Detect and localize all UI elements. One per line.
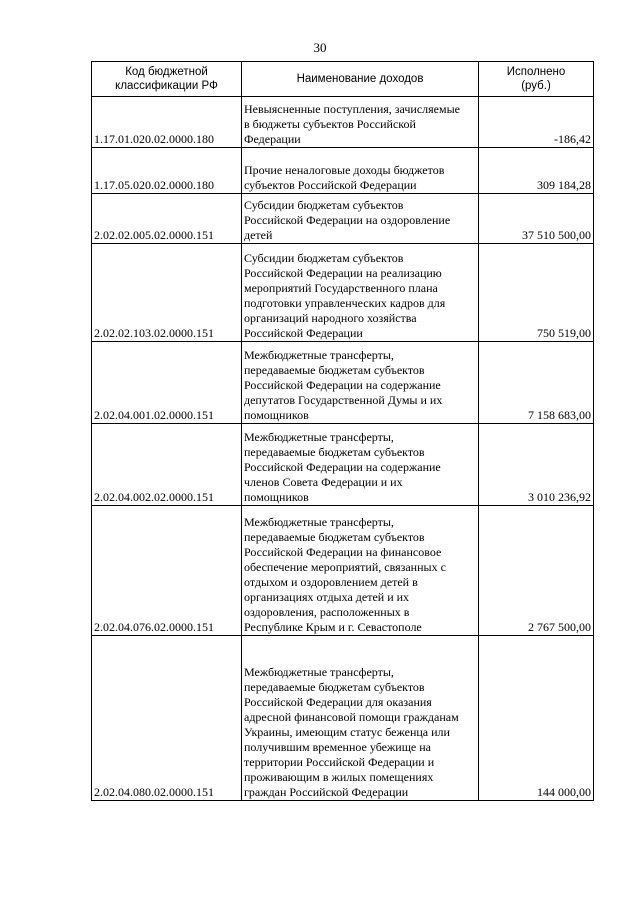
header-amount: Исполнено (руб.) — [479, 62, 594, 97]
row-amount: 3 010 236,92 — [479, 424, 594, 506]
row-code: 2.02.04.076.02.0000.151 — [92, 506, 242, 636]
row-code: 1.17.01.020.02.0000.180 — [92, 97, 242, 148]
row-name: Невыясненные поступления, зачисляемые в бюджеты субъектов Российской Федерации — [242, 97, 479, 148]
table-row — [92, 244, 594, 342]
row-code: 2.02.04.001.02.0000.151 — [92, 342, 242, 424]
table-row — [92, 636, 594, 801]
row-code: 2.02.02.005.02.0000.151 — [92, 194, 242, 244]
row-amount: 37 510 500,00 — [479, 194, 594, 244]
row-name: Субсидии бюджетам субъектов Российской Федерации на реализацию мероприятий Государственного плана подготовки управленческих кадров для организаций народного хозяйства Российской Федерации — [242, 244, 479, 342]
row-name: Межбюджетные трансферты, передаваемые бюджетам субъектов Российской Федерации на содержание депутатов Государственной Думы и их помощников — [242, 342, 479, 424]
table-row — [92, 506, 594, 636]
row-amount: 7 158 683,00 — [479, 342, 594, 424]
table-header-row — [92, 62, 594, 97]
row-name: Межбюджетные трансферты, передаваемые бюджетам субъектов Российской Федерации для оказания адресной финансовой помощи гражданам Украины, имеющим статус беженца или получившим временное убежище на территории Российской Федерации и проживающим в жилых помещениях граждан Российской Федерации — [242, 636, 479, 801]
row-name: Субсидии бюджетам субъектов Российской Федерации на оздоровление детей — [242, 194, 479, 244]
row-code: 2.02.02.103.02.0000.151 — [92, 244, 242, 342]
table-row — [92, 424, 594, 506]
header-code: Код бюджетной классификации РФ — [92, 62, 242, 97]
page-number: 30 — [313, 40, 327, 55]
table-row — [92, 148, 594, 194]
row-code: 2.02.04.080.02.0000.151 — [92, 636, 242, 801]
row-name: Прочие неналоговые доходы бюджетов субъектов Российской Федерации — [242, 148, 479, 194]
row-code: 1.17.05.020.02.0000.180 — [92, 148, 242, 194]
table-row — [92, 194, 594, 244]
row-amount: -186,42 — [479, 97, 594, 148]
row-amount: 309 184,28 — [479, 148, 594, 194]
header-name: Наименование доходов — [242, 62, 479, 97]
row-amount: 750 519,00 — [479, 244, 594, 342]
row-name: Межбюджетные трансферты, передаваемые бюджетам субъектов Российской Федерации на содержание членов Совета Федерации и их помощников — [242, 424, 479, 506]
row-name: Межбюджетные трансферты, передаваемые бюджетам субъектов Российской Федерации на финансовое обеспечение мероприятий, связанных с отдыхом и оздоровлением детей в организациях отдыха детей и их оздоровления, расположенных в Республике Крым и г. Севастополе — [242, 506, 479, 636]
row-code: 2.02.04.002.02.0000.151 — [92, 424, 242, 506]
row-amount: 144 000,00 — [479, 636, 594, 801]
table-row — [92, 342, 594, 424]
row-amount: 2 767 500,00 — [479, 506, 594, 636]
table-row — [92, 97, 594, 148]
revenue-table — [91, 61, 594, 801]
